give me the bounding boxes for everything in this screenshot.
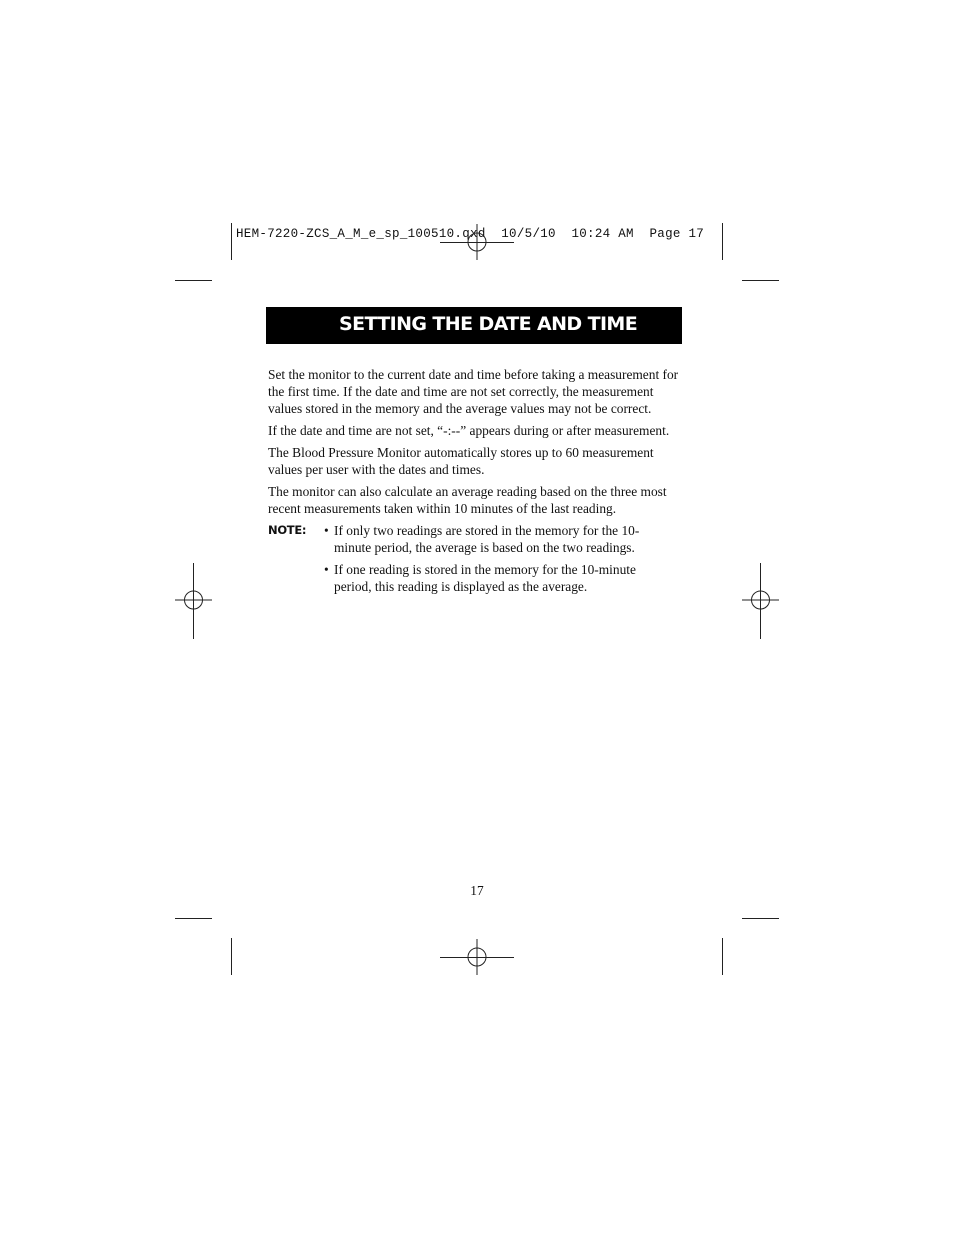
note-item-text: If one reading is stored in the memory for the 10-minute period, this reading is displayed as the average.	[334, 562, 636, 594]
note-item-text: If only two readings are stored in the memory for the 10-minute period, the average is based on the two readings.	[334, 523, 640, 555]
crop-mark	[231, 938, 232, 975]
print-slug: HEM-7220-ZCS_A_M_e_sp_100510.qxd 10/5/10 10:24 AM Page 17	[236, 227, 705, 241]
crop-mark	[231, 223, 232, 260]
paragraph: Set the monitor to the current date and time before taking a measurement for the first time. If the date and time are not set correctly, the measurement values stored in the memory and the average values may not be correct.	[268, 367, 679, 416]
crosshair-circle-icon	[459, 224, 495, 260]
crop-mark	[722, 223, 723, 260]
bullet-icon: •	[324, 562, 329, 577]
crop-mark	[722, 938, 723, 975]
list-item	[324, 522, 664, 556]
crop-mark	[742, 918, 779, 919]
crosshair-circle-icon	[175, 563, 212, 639]
note-list	[324, 522, 664, 600]
bullet-icon: •	[324, 523, 329, 538]
page-number: 17	[470, 883, 484, 898]
body-content	[268, 366, 682, 600]
section-title: SETTING THE DATE AND TIME	[339, 313, 638, 335]
crosshair-circle-icon	[459, 939, 495, 975]
paragraph: The monitor can also calculate an average reading based on the three most recent measurements taken within 10 minutes of the last reading.	[268, 484, 667, 516]
paragraph: If the date and time are not set, “-:--” appears during or after measurement.	[268, 423, 670, 438]
note-label: NOTE:	[268, 523, 307, 537]
paragraph: The Blood Pressure Monitor automatically stores up to 60 measurement values per user with the dates and times.	[268, 445, 654, 477]
crop-mark	[175, 280, 212, 281]
note-block	[268, 522, 682, 600]
crosshair-circle-icon	[742, 563, 779, 639]
crop-mark	[175, 918, 212, 919]
section-title-bar	[266, 307, 682, 344]
crop-mark	[742, 280, 779, 281]
list-item	[324, 561, 664, 595]
